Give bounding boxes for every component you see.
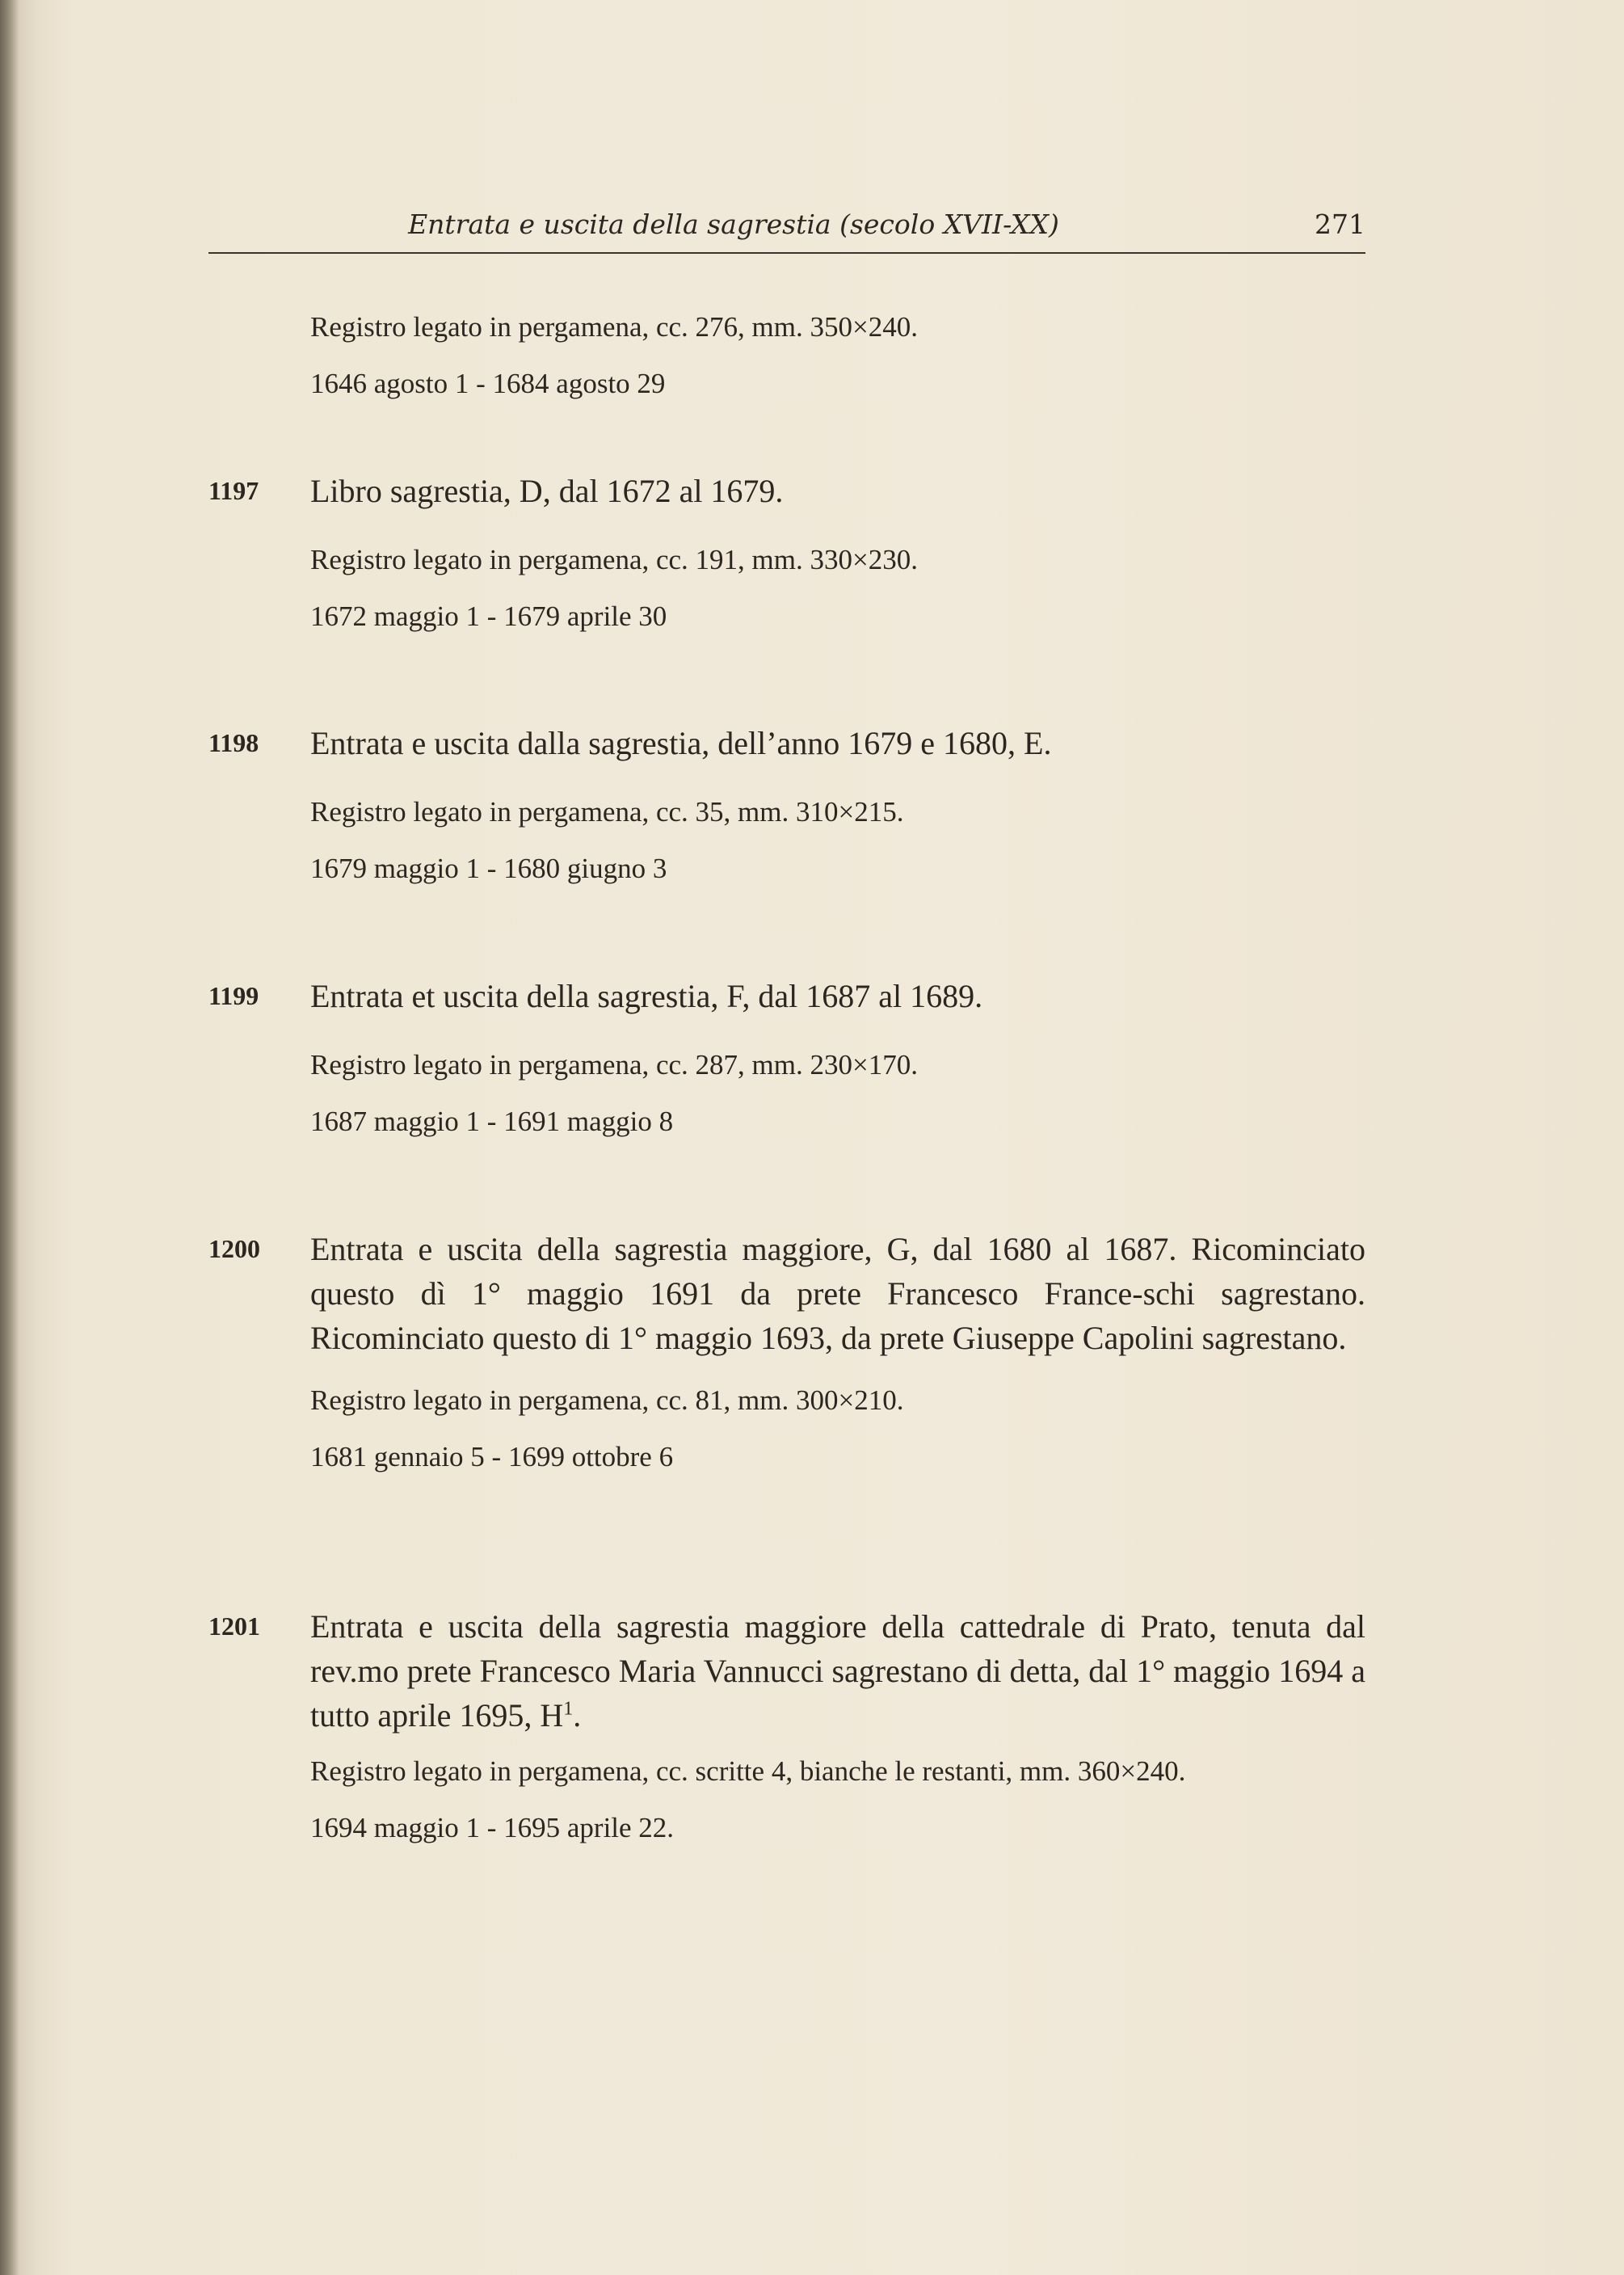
- entry-description: Registro legato in pergamena, cc. 191, mm. 330×230.: [310, 544, 918, 575]
- entry-title-end: .: [573, 1697, 582, 1734]
- entry-title: Entrata e uscita dalla sagrestia, dell’anno 1679 e 1680, E.: [310, 725, 1052, 761]
- page-header: [208, 204, 1365, 254]
- entry-number: 1198: [208, 728, 259, 757]
- entry-title-superscript: 1: [563, 1698, 574, 1720]
- entry-description: Registro legato in pergamena, cc. 81, mm. 300×210.: [310, 1384, 904, 1416]
- entry-description: Registro legato in pergamena, cc. scritte 4, bianche le restanti, mm. 360×240.: [310, 1755, 1186, 1787]
- entry-title: Libro sagrestia, D, dal 1672 al 1679.: [310, 473, 784, 509]
- entry-1198: [208, 721, 1365, 885]
- entry-1200: [208, 1227, 1365, 1473]
- running-title: Entrata e uscita della sagrestia (secolo XVII-XX): [408, 209, 1059, 240]
- entry-dates: 1681 gennaio 5 - 1699 ottobre 6: [310, 1441, 674, 1472]
- entry-number: 1200: [208, 1234, 260, 1263]
- entry-dates: 1687 maggio 1 - 1691 maggio 8: [310, 1106, 674, 1137]
- entry-title-text: Entrata e uscita della sagrestia maggiore della cattedrale di Prato, tenuta dal rev.mo prete Francesco Maria Vannucci sagrestano di detta, dal 1° maggio 1694 a tutto aprile 1695, H: [310, 1608, 1365, 1734]
- entry-dates: 1672 maggio 1 - 1679 aprile 30: [310, 600, 667, 632]
- entry-dates: 1694 maggio 1 - 1695 aprile 22.: [310, 1812, 675, 1843]
- entry-continuation: [208, 299, 1365, 412]
- entry-number: 1197: [208, 476, 259, 505]
- entry-1201: [208, 1604, 1365, 1844]
- entry-description: Registro legato in pergamena, cc. 287, mm. 230×170.: [310, 1049, 918, 1081]
- entry-number: 1201: [208, 1611, 260, 1641]
- entry-number: 1199: [208, 981, 259, 1010]
- entry-1197: [208, 469, 1365, 633]
- entry-description: Registro legato in pergamena, cc. 35, mm. 310×215.: [310, 796, 904, 828]
- entry-1199: [208, 974, 1365, 1138]
- entry-title: [310, 1604, 1365, 1738]
- entry-title: Entrata et uscita della sagrestia, F, dal 1687 al 1689.: [310, 978, 983, 1014]
- entry-dates: 1646 agosto 1 - 1684 agosto 29: [310, 368, 666, 399]
- entry-description: Registro legato in pergamena, cc. 276, mm. 350×240.: [310, 311, 918, 343]
- page-number: 271: [1315, 209, 1365, 240]
- entry-dates: 1679 maggio 1 - 1680 giugno 3: [310, 853, 667, 884]
- entry-title: Entrata e uscita della sagrestia maggiore, G, dal 1680 al 1687. Ricominciato questo dì 1° maggio 1691 da prete Francesco France-schi sagrestano. Ricominciato questo di 1° maggio 1693, da prete Giuseppe Capolini sagrestano.: [310, 1231, 1365, 1356]
